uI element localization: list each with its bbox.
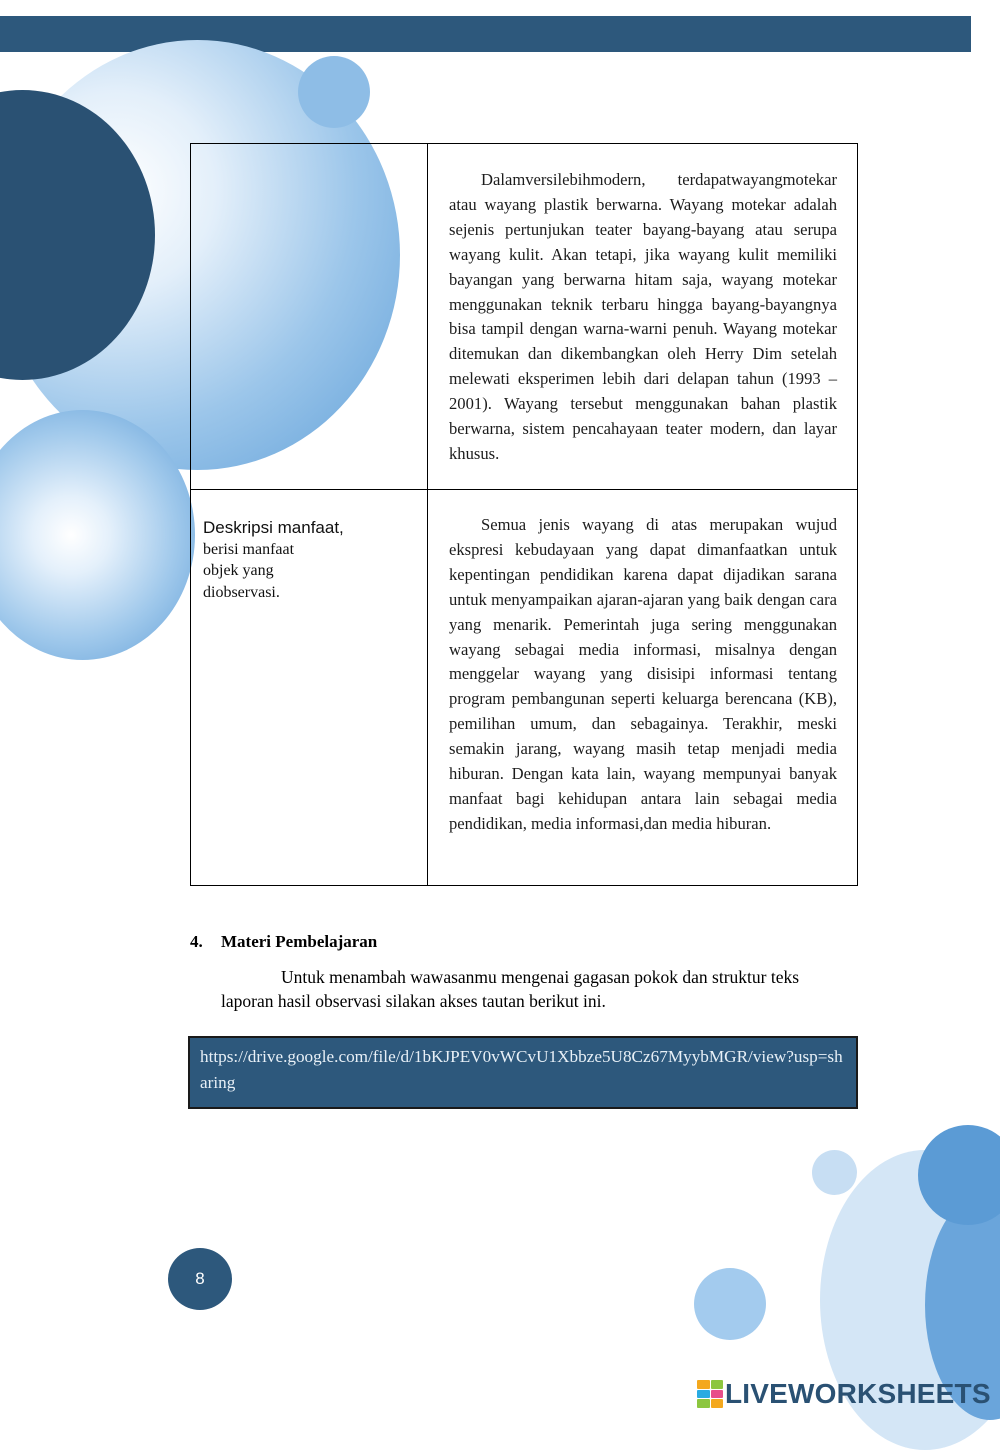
- table-cell-label: [191, 144, 428, 490]
- label-line: berisi manfaat: [203, 540, 295, 558]
- section-number: 4.: [190, 932, 203, 951]
- table-cell-text: Semua jenis wayang di atas merupakan wujud ekspresi kebudayaan yang dapat dimanfaatkan untuk kepentingan pendidikan karena dapat dijadikan sarana untuk menyampaikan ajaran-ajaran yang baik dengan cara yang menarik. Pemerintah juga sering menggunakan wayang sebagai media informasi, misalnya dengan menggelar wayang yang disisipi informasi tentang program pembangunan seperti keluarga berencana (KB), pemilihan umum, dan sebagainya. Terakhir, meski semakin jarang, wayang masih tetap menjadi media hiburan. Dengan kata lain, wayang mempunyai banyak manfaat bagi kehidupan antara lain sebagai media pendidikan, media informasi,dan media hiburan.: [449, 515, 837, 833]
- table-row: [191, 144, 858, 490]
- table-cell-text: Dalamversilebihmodern, terdapatwayangmotekar atau wayang plastik berwarna. Wayang motekar adalah sejenis pertunjukan teater bayang-bayang atau serupa wayang kulit. Akan tetapi, jika wayang kulit memiliki bayangan yang berwarna hitam saja, wayang motekar menggunakan teknik terbaru hingga bayang-bayangnya bisa tampil dengan warna-warni penuh. Wayang motekar ditemukan dan dikembangkan oleh Herry Dim setelah melewati eksperimen lebih dari delapan tahun (1993 – 2001). Wayang tersebut menggunakan bahan plastik berwarna, sistem pencahayaan teater modern, dan layar khusus.: [449, 170, 837, 463]
- table-cell-label: [191, 490, 428, 886]
- decorative-circle: [298, 56, 370, 128]
- decorative-circle: [694, 1268, 766, 1340]
- brand-logo[interactable]: [697, 1377, 991, 1411]
- label-line: Deskripsi manfaat,: [203, 518, 344, 537]
- label-line: diobservasi.: [203, 583, 280, 601]
- brand-name: LIVEWORKSHEETS: [725, 1378, 991, 1409]
- page-number: 8: [168, 1248, 232, 1310]
- table-cell-content: [428, 490, 858, 886]
- drive-link[interactable]: https://drive.google.com/file/d/1bKJPEV0vWCvU1Xbbze5U8Cz67MyybMGR/view?usp=sharing: [188, 1036, 858, 1109]
- liveworksheets-logo-icon: [697, 1380, 723, 1408]
- table-row: [191, 490, 858, 886]
- observation-table: [190, 143, 858, 886]
- section-heading: [190, 932, 377, 952]
- section-title: Materi Pembelajaran: [221, 932, 378, 951]
- section-paragraph: Untuk menambah wawasanmu mengenai gagasan pokok dan struktur teks laporan hasil observasi silakan akses tautan berikut ini.: [221, 967, 800, 1011]
- label-line: objek yang: [203, 562, 274, 579]
- table-cell-content: [428, 144, 858, 490]
- decorative-circle: [812, 1150, 857, 1195]
